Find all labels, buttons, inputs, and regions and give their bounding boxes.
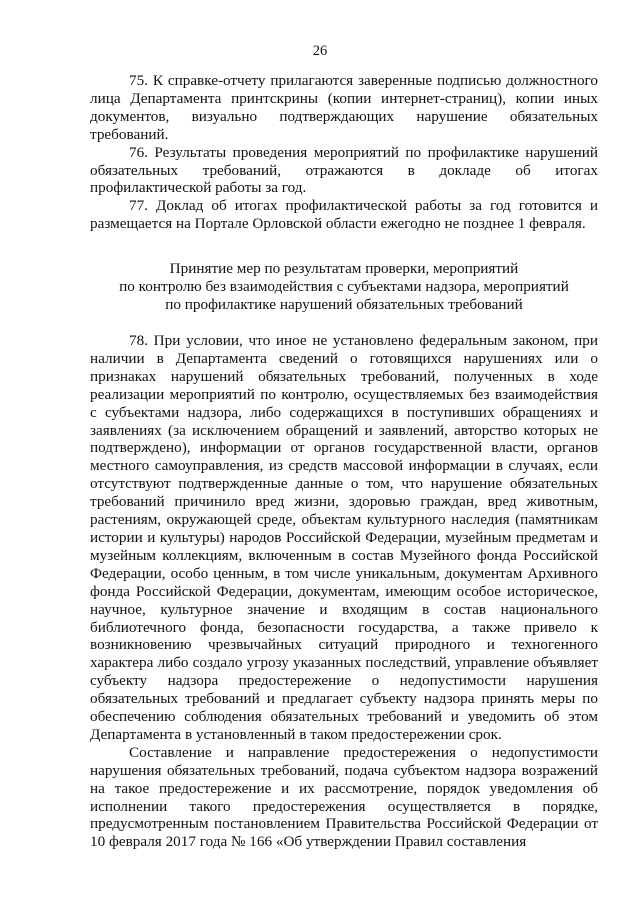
heading-line: по профилактике нарушений обязательных требований [165,295,523,313]
page-number: 26 [312,43,328,59]
paragraph-76: 76. Результаты проведения мероприятий по профилактике нарушений обязательных требований, отражаются в докладе об итогах профилактической работы за год. [90,143,598,197]
paragraph-77: 77. Доклад об итогах профилактической работы за год готовится и размещается на Портале Орловской области ежегодно не позднее 1 февраля. [90,197,598,233]
paragraph-78: 78. При условии, что иное не установлено федеральным законом, при наличии в Департамента сведений о готовящихся нарушениях или о признаках нарушений обязательных требований, полученных в ходе реализации мероприятий по контролю, осуществляемых без взаимодействия с субъектами надзора, либо содержащихся в поступивших обращениях и заявлениях (за исключением обращений и заявлений, авторство которых не подтверждено), информации от органов государственной власти, органов местного самоуправления, из средств массовой информации в случаях, если отсутствуют подтвержденные данные о том, что нарушение обязательных требований причинило вред жизни, здоровью граждан, вред животным, растениям, окружающей среде, объектам культурного наследия (памятникам истории и культуры) народов Российской Федерации, музейным предметам и музейным коллекциям, включенным в состав Музейного фонда Российской Федерации, особо ценным, в том числе уникальным, документам Архивного фонда Российской Федерации, документам, имеющим особое историческое, научное, культурное значение и входящим в состав национального библиотечного фонда, безопасности государства, а также привело к возникновению чрезвычайных ситуаций природного и техногенного характера либо создало угрозу указанных последствий, управление объявляет субъекту надзора предостережение о недопустимости нарушения обязательных требований и предлагает субъекту надзора принять меры по обеспечению соблюдения обязательных требований и уведомить об этом Департамента в установленный в таком предостережении срок. [90,332,598,743]
paragraphs-main [90,332,598,851]
paragraphs-top [90,72,598,233]
heading-line: по контролю без взаимодействия с субъектами надзора, мероприятий [119,277,569,295]
section-heading [90,260,598,314]
paragraph-75: 75. К справке-отчету прилагаются заверенные подписью должностного лица Департамента принтскрины (копии интернет-страниц), копии иных документов, визуально подтверждающих нарушение обязательных требований. [90,72,598,143]
paragraph-78-continued: Составление и направление предостережения о недопустимости нарушения обязательных требований, подача субъектом надзора возражений на такое предостережение и их рассмотрение, порядок уведомления об исполнении такого предостережения осуществляется в порядке, предусмотренным постановлением Правительства Российской Федерации от 10 февраля 2017 года № 166 «Об утверждении Правил составления [90,743,598,851]
heading-line: Принятие мер по результатам проверки, мероприятий [169,260,519,277]
